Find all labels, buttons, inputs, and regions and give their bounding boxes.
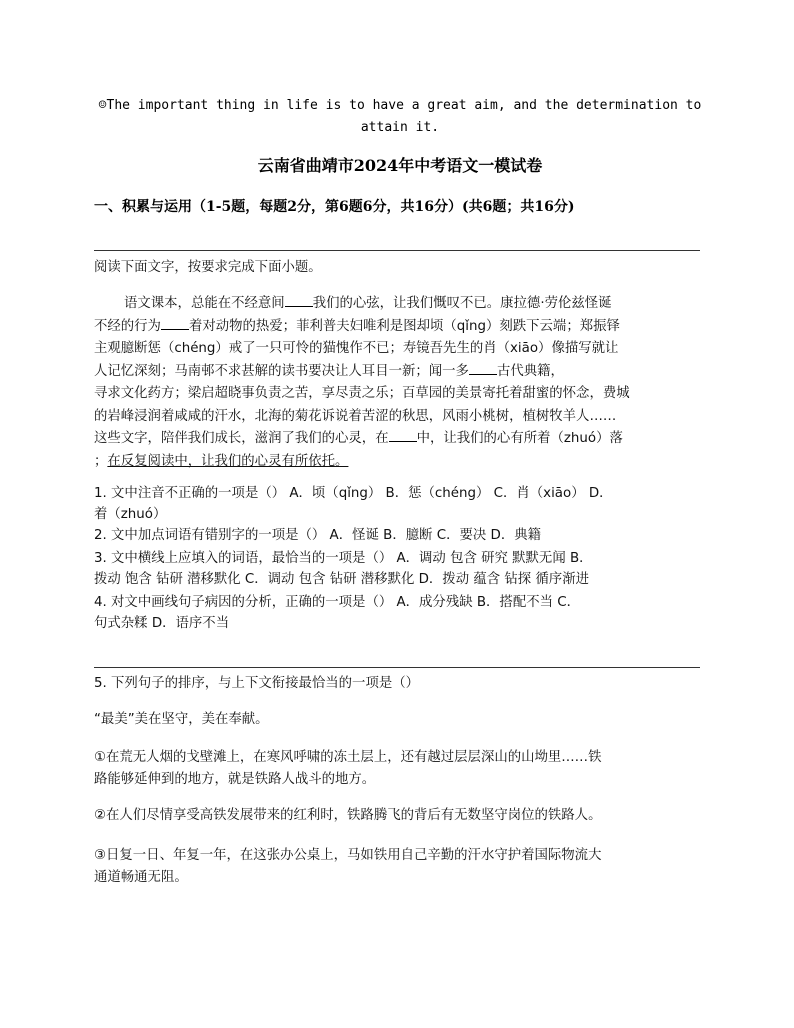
passage-line: 这些文字，陪伴我们成长，滋润了我们的心灵，在 中，让我们的心有所着（zhuó）落 bbox=[94, 431, 623, 446]
fill-blank bbox=[389, 429, 417, 442]
passage-line: 人记忆深刻；马南邨不求甚解的读书要决让人耳目一新；闻一多 古代典籍， bbox=[94, 363, 564, 379]
page-title: 云南省曲靖市2024年中考语文一模试卷 bbox=[257, 156, 543, 175]
passage-line: 语文课本，总能在不经意间 我们的心弦，让我们慨叹不已。康拉德·劳伦兹怪诞 bbox=[124, 296, 612, 311]
divider-line bbox=[94, 667, 700, 668]
passage-line: 主观臆断惩（chéng）戒了一只可怜的猫愧作不已；寿镜吾先生的肖（xiāo）像描写就让 bbox=[94, 341, 619, 356]
sentence-2: ②在人们尽情享受高铁发展带来的红利时，铁路腾飞的背后有无数坚守岗位的铁路人。 bbox=[94, 808, 602, 823]
question-3: 3. 文中横线上应填入的词语，最恰当的一项是（） A．调动 包含 研究 默默无闻 B． 拨动 饱含 钻研 潜移默化 C．调动 包含 钻研 潜移默化 D．拨动 蕴含 钻探 循序渐进 bbox=[94, 551, 593, 587]
passage-line: ；在反复阅读中，让我们的心灵有所依托。 bbox=[94, 453, 349, 469]
question-2: 2. 文中加点词语有错别字的一项是（） A．怪诞 B．臆断 C．要决 D．典籍 bbox=[94, 528, 542, 543]
passage-line: 寻求文化药方；梁启超晓事负责之苦，享尽责之乐；百草园的美景寄托着甜蜜的怀念，费城 bbox=[94, 386, 630, 401]
fill-blank bbox=[161, 317, 189, 330]
underlined-sentence: 在反复阅读中，让我们的心灵有所依托。 bbox=[107, 453, 349, 469]
question-5-stem: 5. 下列句子的排序，与上下文衔接最恰当的一项是（） bbox=[94, 676, 420, 691]
passage-line: 的岩峰浸润着咸咸的汗水，北海的菊花诉说着苦涩的秋思，风雨小桃树，植树牧羊人…… bbox=[94, 408, 617, 424]
section-heading: 一、积累与运用（1-5题，每题2分，第6题6分，共16分）(共6题；共16分) bbox=[94, 199, 575, 215]
question-1: 1. 文中注音不正确的一项是（） A．顷（qǐng） B．惩（chéng） C．肖（xiāo） D． 着（zhuó） bbox=[94, 486, 613, 522]
sentence-3: ③日复一日、年复一年，在这张办公桌上，马如铁用自己辛勤的汗水守护着国际物流大 通道畅通无阻。 bbox=[94, 848, 602, 885]
reading-instruction: 阅读下面文字，按要求完成下面小题。 bbox=[94, 260, 322, 275]
fill-blank bbox=[469, 362, 497, 375]
question-4: 4. 对文中画线句子病因的分析，正确的一项是（） A．成分残缺 B．搭配不当 C． 句式杂糅 D．语序不当 bbox=[94, 595, 580, 631]
fill-blank bbox=[285, 294, 313, 307]
motto-text: ☺The important thing in life is to have a great aim, and the determination to attain it. bbox=[98, 98, 702, 135]
divider-line bbox=[94, 250, 700, 251]
sentence-1: ①在荒无人烟的戈壁滩上，在寒风呼啸的冻土层上，还有越过层层深山的山坳里……铁 路能够延伸到的地方，就是铁路人战斗的地方。 bbox=[94, 750, 602, 787]
question-5-lead: “最美”美在坚守，美在奉献。 bbox=[94, 712, 269, 727]
passage-line: 不经的行为 着对动物的热爱；菲利普夫妇唯利是图却顷（qǐng）刻跌下云端；郑振铎 bbox=[94, 318, 620, 334]
reading-passage bbox=[94, 293, 706, 473]
